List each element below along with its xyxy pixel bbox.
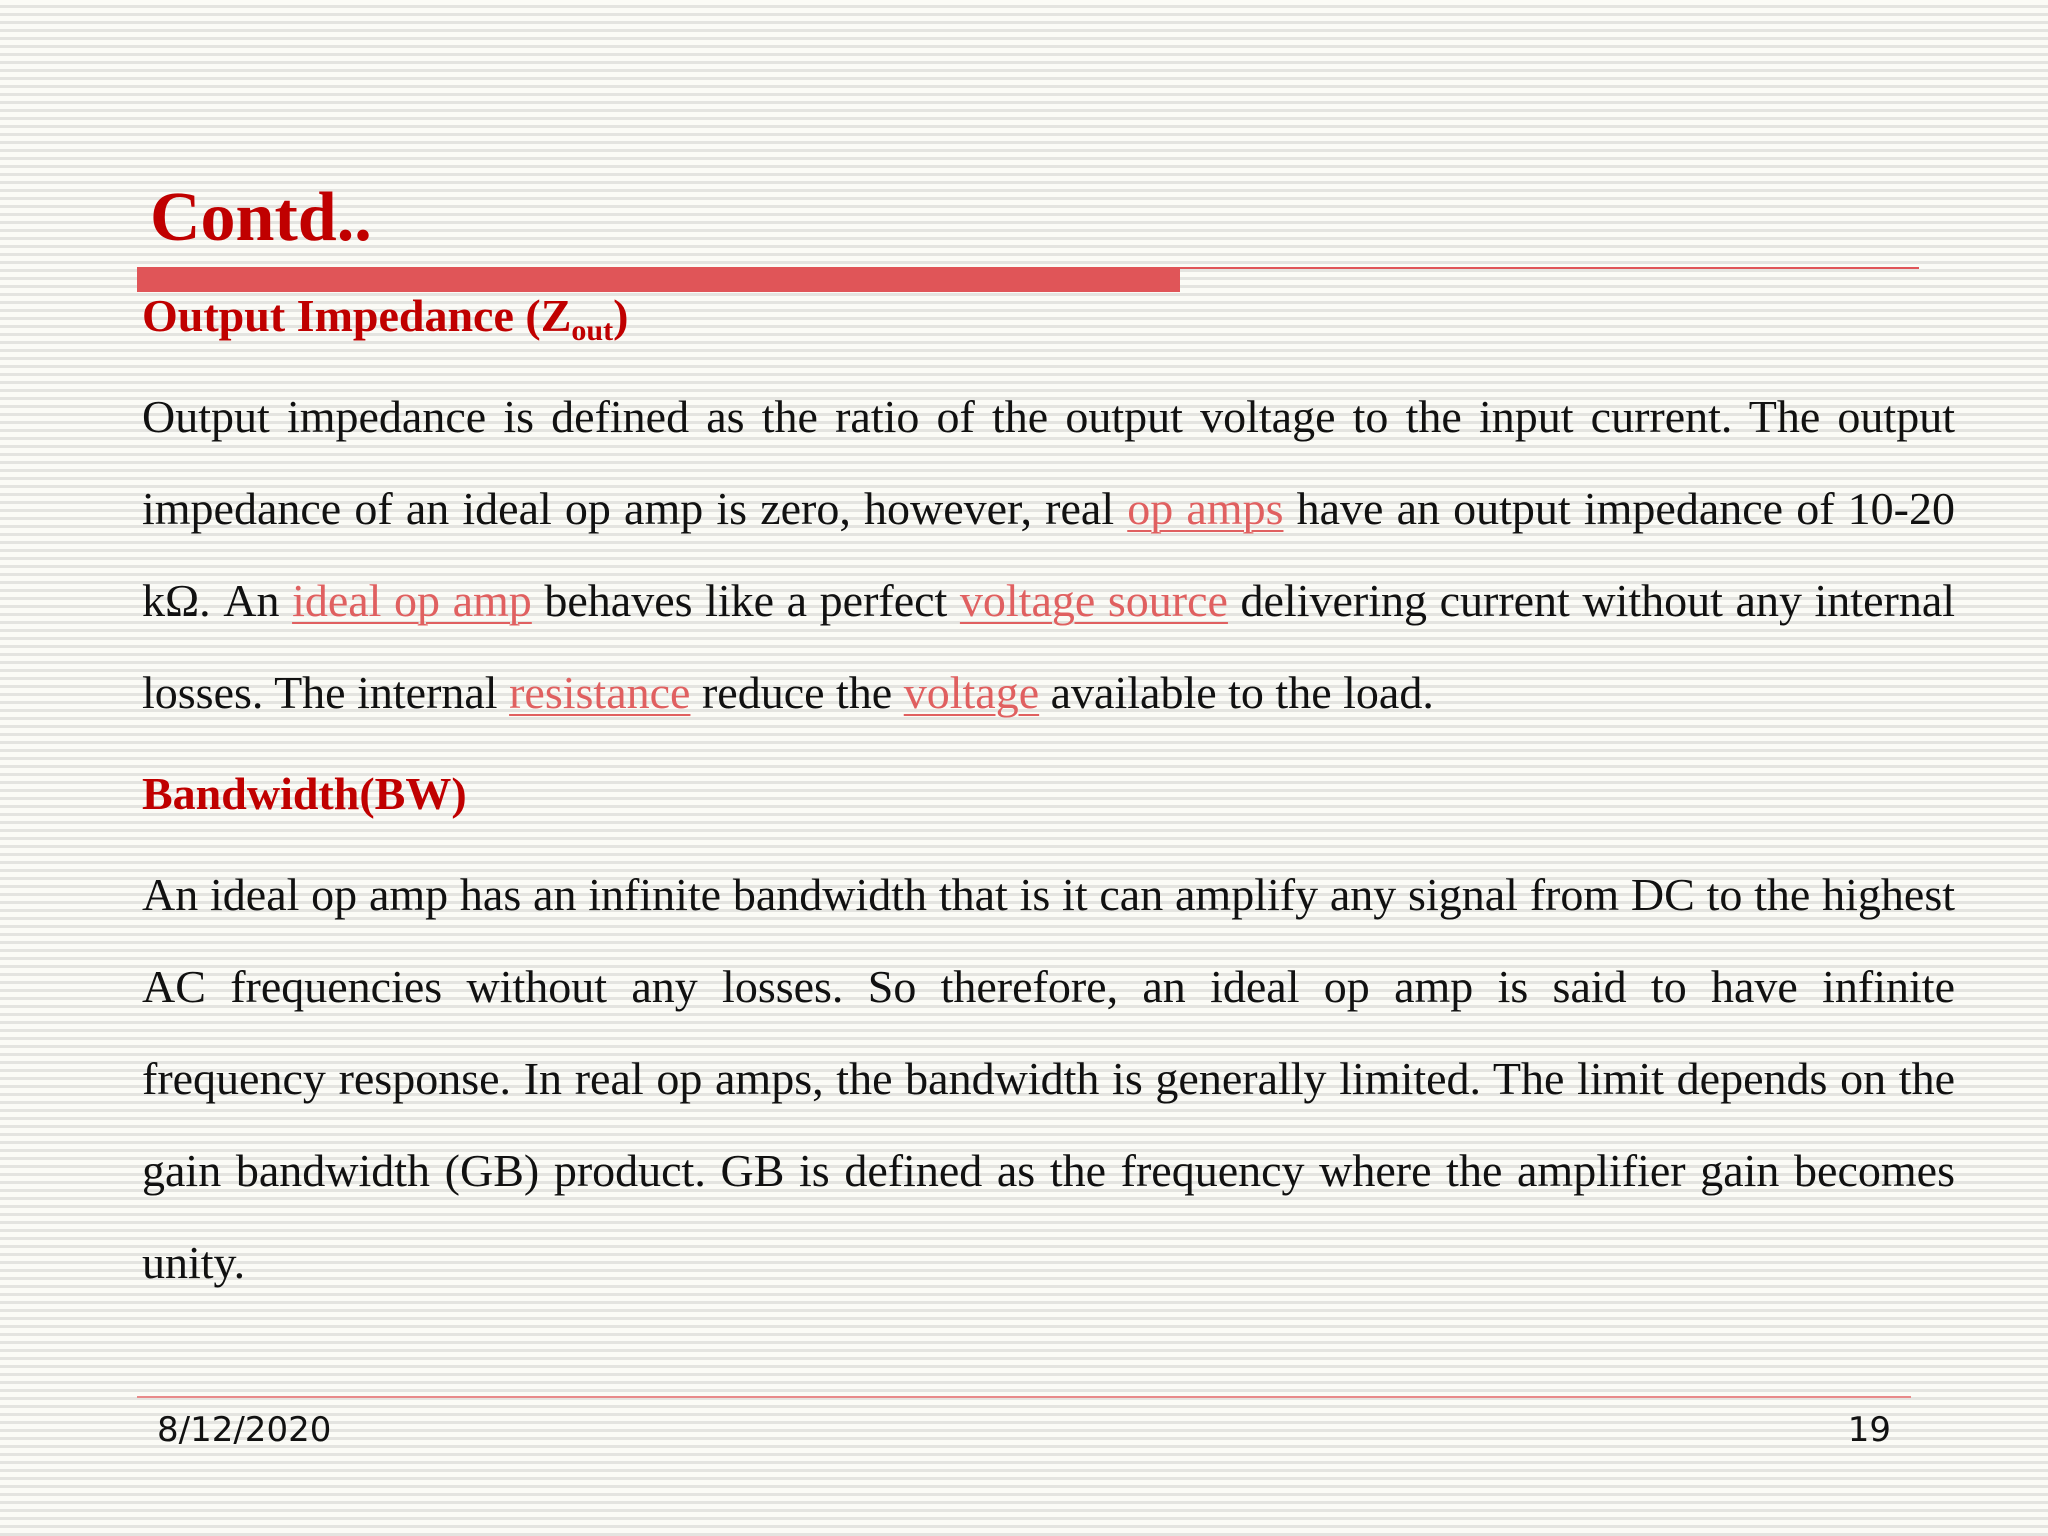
footer-divider	[137, 1396, 1911, 1398]
output-impedance-heading	[142, 270, 1955, 362]
paragraph-text: available to the load.	[1039, 667, 1434, 718]
title-underline-rule	[1180, 267, 1919, 269]
paragraph-text: Output impedance is defined as the ratio of the output voltage to the input current. The output impedance of an ideal op amp is zero, however, real	[142, 391, 1955, 534]
page-number: 19	[1847, 1410, 1891, 1450]
output-impedance-heading-close: )	[613, 290, 629, 341]
footer-date: 8/12/2020	[157, 1410, 332, 1450]
link-ideal-op-amp[interactable]: ideal op amp	[292, 575, 532, 626]
output-impedance-subscript: out	[571, 314, 614, 347]
output-impedance-heading-text: Output Impedance (Z	[142, 290, 572, 341]
link-voltage[interactable]: voltage	[903, 667, 1040, 718]
paragraph-text: reduce the	[690, 667, 904, 718]
slide-title: Contd..	[150, 179, 372, 256]
link-op-amps[interactable]: op amps	[1127, 483, 1284, 534]
paragraph-text: behaves like a perfect	[531, 575, 960, 626]
slide-body	[142, 270, 1955, 1309]
bandwidth-heading: Bandwidth(BW)	[142, 768, 467, 819]
paragraph-text: delivering current without any internal losses. The internal	[142, 575, 1956, 718]
bandwidth-paragraph: An ideal op amp has an infinite bandwidth that is it can amplify any signal from DC to the highest AC frequencies without any losses. So therefore, an ideal op amp is said to have infinite frequency response. In real op amps, the bandwidth is generally limited. The limit depends on the gain bandwidth (GB) product. GB is defined as the frequency where the amplifier gain becomes unity.	[142, 869, 1955, 1288]
paragraph-text: have an output impedance of 10-20 kΩ. An	[142, 483, 1955, 626]
output-impedance-paragraph	[142, 371, 1955, 739]
link-resistance[interactable]: resistance	[509, 667, 691, 718]
link-voltage-source[interactable]: voltage source	[959, 575, 1228, 626]
